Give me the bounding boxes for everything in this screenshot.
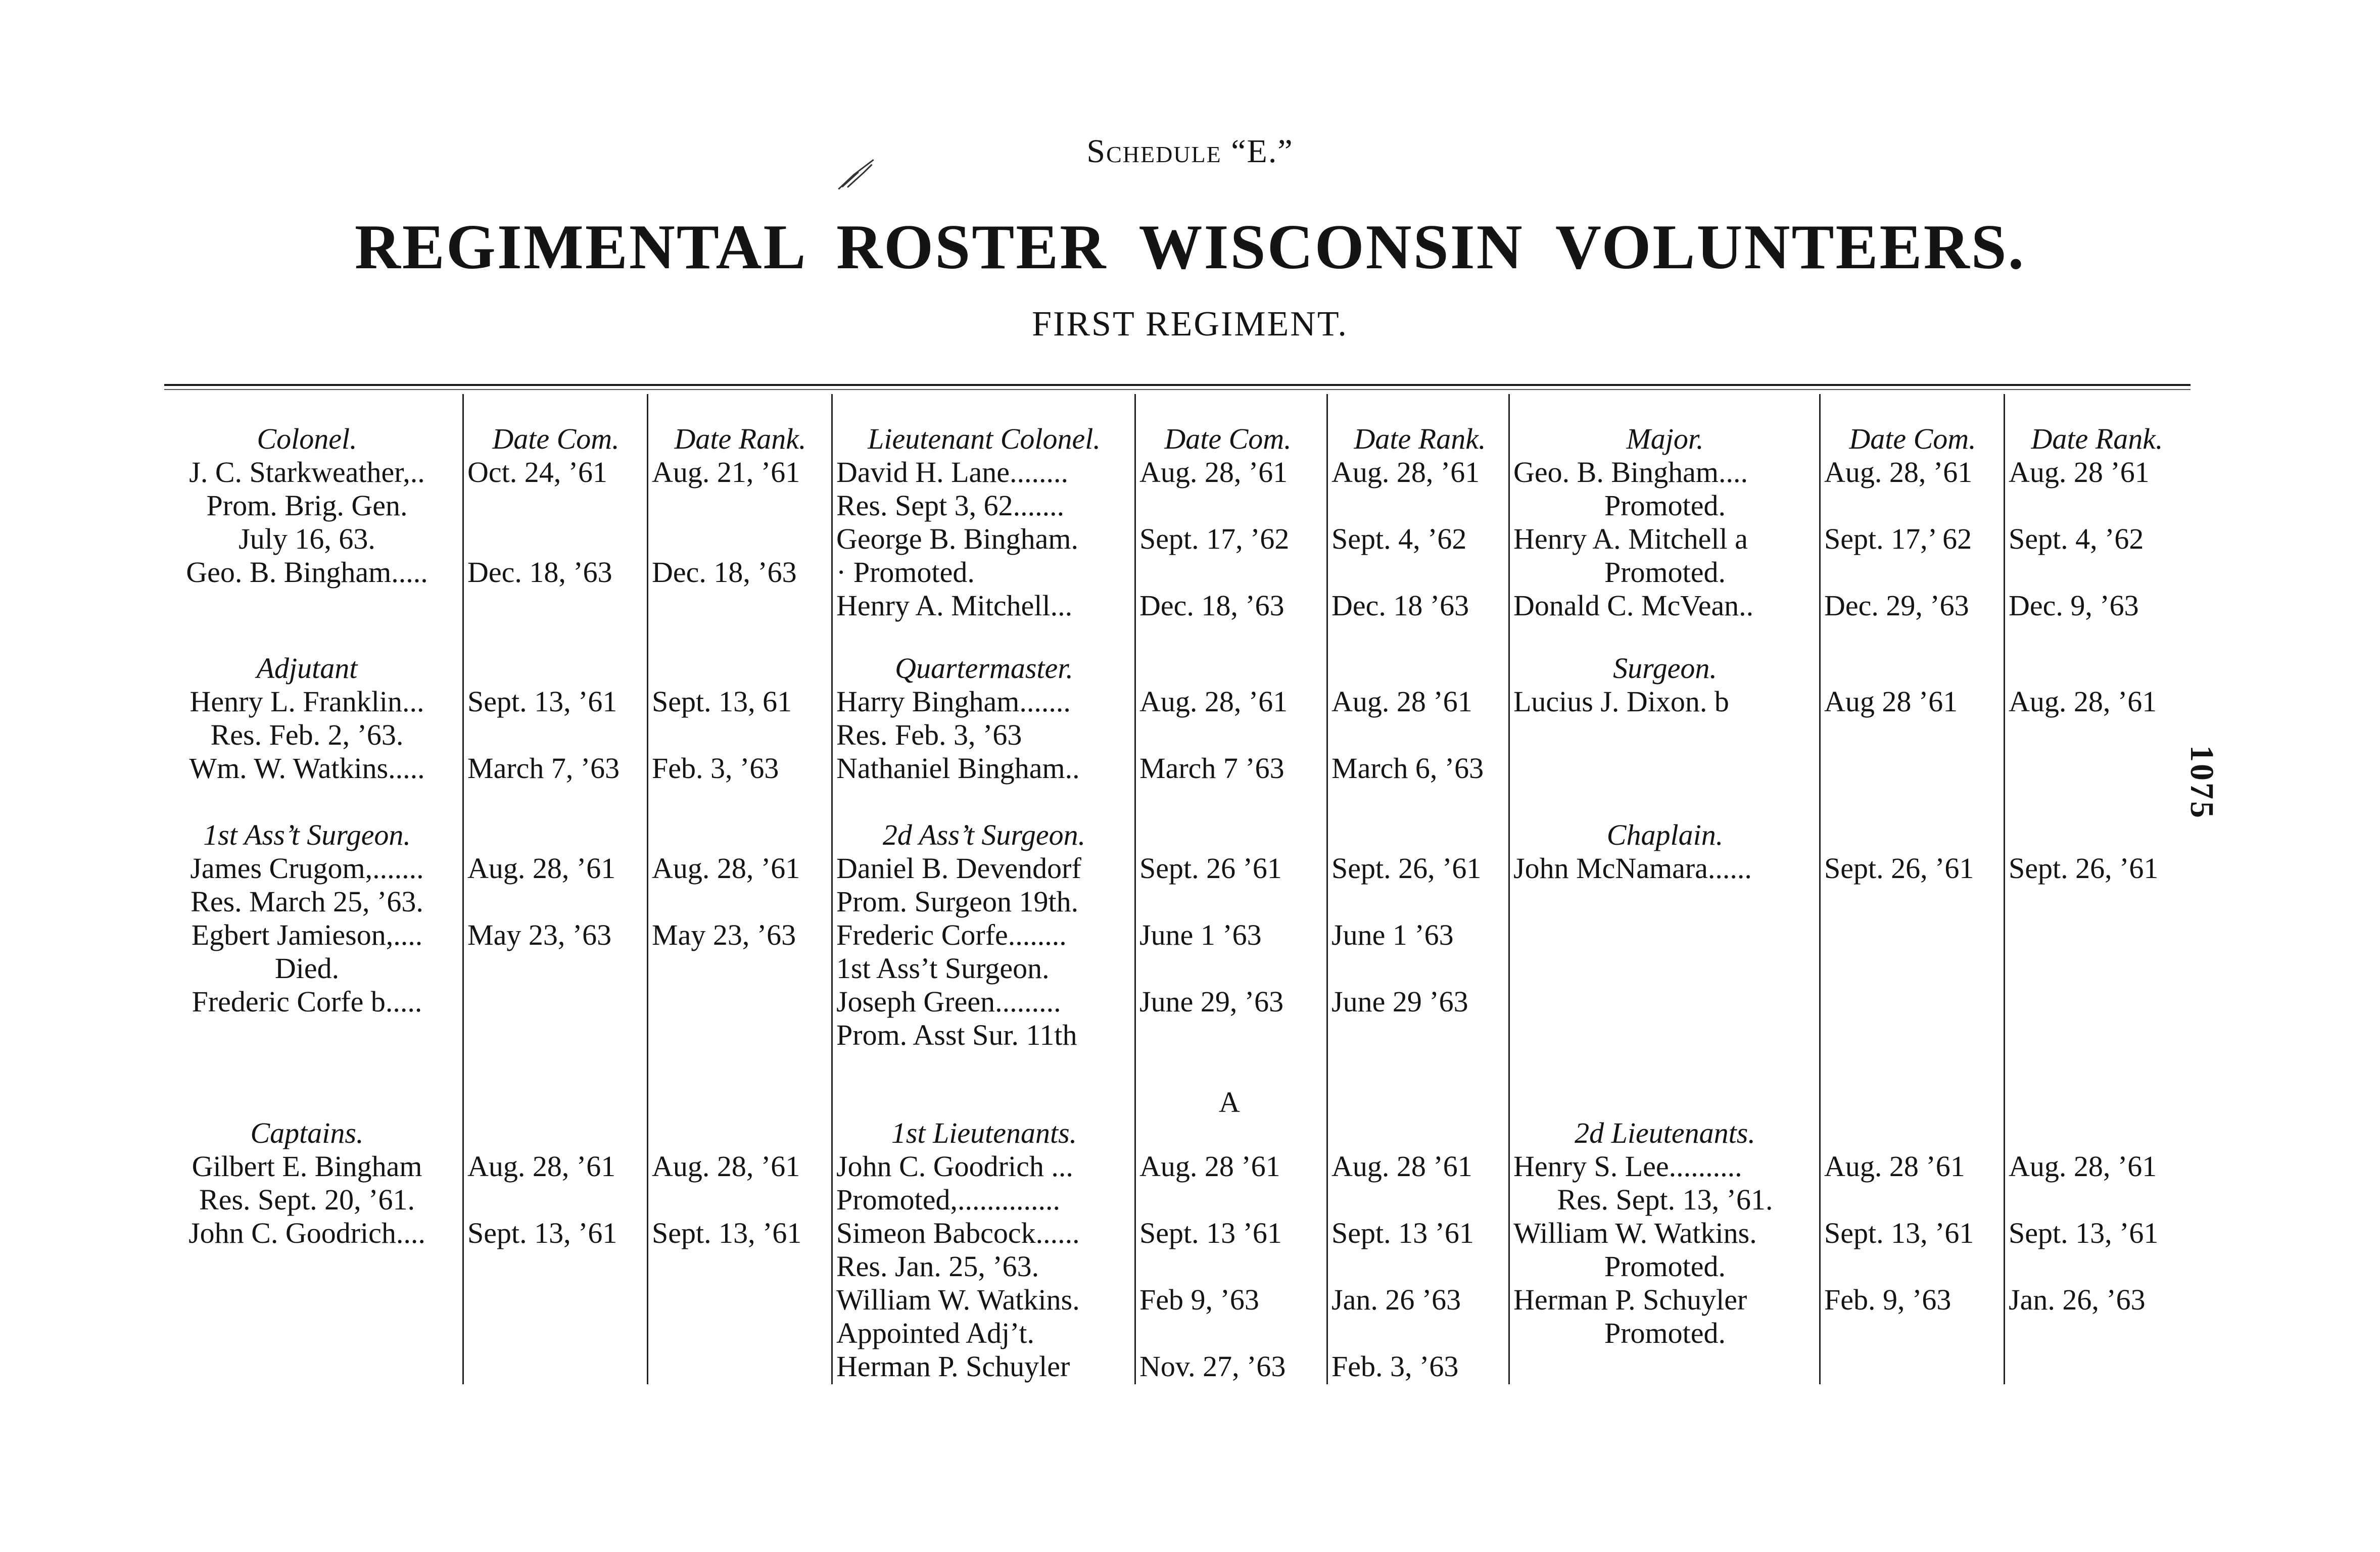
roster-entry: Geo. B. Bingham.... [1513, 456, 1748, 489]
date-of-rank: Dec. 18, ’63 [652, 556, 797, 589]
roster-entry: Nathaniel Bingham.. [836, 752, 1080, 785]
roster-entry: John McNamara...... [1513, 852, 1752, 885]
roster-entry: George B. Bingham. [836, 522, 1078, 555]
roster-entry: William W. Watkins. [1513, 1217, 1757, 1249]
roster-entry: Promoted. [1604, 556, 1726, 589]
section-heading: 1st Ass’t Surgeon. [203, 818, 411, 851]
date-commissioned: June 1 ’63 [1139, 918, 1262, 951]
roster-entry: Prom. Surgeon 19th. [836, 885, 1079, 918]
date-of-rank: Sept. 4, ’62 [1331, 522, 1467, 555]
date-of-rank: March 6, ’63 [1331, 752, 1484, 785]
date-commissioned: Aug. 28 ’61 [1824, 1150, 1965, 1183]
date-of-rank: Aug. 28 ’61 [1331, 1150, 1472, 1183]
date-of-rank: Feb. 3, ’63 [652, 752, 779, 785]
date-commissioned: March 7 ’63 [1139, 752, 1284, 785]
roster-entry: Res. March 25, ’63. [191, 885, 423, 918]
date-commissioned: Sept. 17,’ 62 [1824, 522, 1972, 555]
date-rank-heading: Date Rank. [2031, 422, 2163, 455]
date-commissioned: Aug. 28, ’61 [467, 1150, 616, 1183]
date-commissioned: Dec. 18, ’63 [467, 556, 612, 589]
column-divider [1819, 394, 1821, 1384]
date-commissioned: Sept. 26, ’61 [1824, 852, 1974, 885]
page-number: 1075 [2183, 745, 2220, 820]
roster-entry: Donald C. McVean.. [1513, 589, 1754, 622]
roster-entry: Promoted. [1604, 1250, 1726, 1283]
date-of-rank: Dec. 9, ’63 [2009, 589, 2139, 622]
section-heading: Surgeon. [1613, 652, 1717, 685]
date-com-heading: Date Com. [492, 422, 620, 455]
section-heading: Colonel. [257, 422, 357, 455]
column-divider [831, 394, 833, 1384]
date-of-rank: Sept. 26, ’61 [2009, 852, 2159, 885]
column-divider [1134, 394, 1136, 1384]
date-com-heading: Date Com. [1849, 422, 1976, 455]
column-divider [462, 394, 464, 1384]
date-of-rank: Aug. 28, ’61 [2009, 1150, 2157, 1183]
schedule-letter: “E.” [1231, 133, 1294, 170]
date-commissioned: Aug. 28, ’61 [1139, 456, 1288, 489]
roster-entry: J. C. Starkweather,.. [189, 456, 425, 489]
roster-entry: Prom. Brig. Gen. [206, 489, 408, 522]
roster-entry: Herman P. Schuyler [1513, 1283, 1747, 1316]
date-of-rank: Sept. 4, ’62 [2009, 522, 2144, 555]
roster-entry: William W. Watkins. [836, 1283, 1080, 1316]
date-of-rank: Sept. 13, ’61 [2009, 1217, 2159, 1249]
date-of-rank: Sept. 13 ’61 [1331, 1217, 1474, 1249]
roster-entry: Res. Sept. 20, ’61. [199, 1183, 415, 1216]
date-commissioned: March 7, ’63 [467, 752, 620, 785]
date-commissioned: Sept. 13, ’61 [467, 1217, 617, 1249]
column-divider [1508, 394, 1510, 1384]
roster-entry: Res. Feb. 3, ’63 [836, 718, 1022, 751]
date-commissioned: Nov. 27, ’63 [1139, 1350, 1286, 1383]
roster-entry: Geo. B. Bingham..... [186, 556, 428, 589]
date-of-rank: Aug. 28 ’61 [1331, 685, 1472, 718]
roster-entry: Frederic Corfe b..... [192, 985, 422, 1018]
date-commissioned: Sept. 13, ’61 [467, 685, 617, 718]
roster-entry: Henry A. Mitchell... [836, 589, 1073, 622]
date-commissioned: Dec. 29, ’63 [1824, 589, 1969, 622]
section-heading: Adjutant [256, 652, 358, 685]
date-of-rank: June 1 ’63 [1331, 918, 1454, 951]
roster-entry: 1st Ass’t Surgeon. [836, 952, 1050, 985]
date-commissioned: Sept. 26 ’61 [1139, 852, 1282, 885]
date-commissioned: Feb 9, ’63 [1139, 1283, 1259, 1316]
roster-entry: Promoted. [1604, 489, 1726, 522]
date-commissioned: Aug. 28, ’61 [1139, 685, 1288, 718]
schedule-label [0, 132, 2380, 171]
roster-entry: Herman P. Schuyler [836, 1350, 1070, 1383]
schedule-word: Schedule [1086, 133, 1222, 170]
roster-entry: Egbert Jamieson,.... [191, 918, 423, 951]
roster-entry: Daniel B. Devendorf [836, 852, 1081, 885]
roster-entry: Henry A. Mitchell a [1513, 522, 1748, 555]
date-commissioned: Feb. 9, ’63 [1824, 1283, 1951, 1316]
date-of-rank: May 23, ’63 [652, 918, 796, 951]
date-commissioned: June 29, ’63 [1139, 985, 1284, 1018]
roster-entry: Harry Bingham....... [836, 685, 1071, 718]
regiment-subtitle: FIRST REGIMENT. [1032, 305, 1348, 344]
roster-entry: Died. [274, 952, 340, 985]
date-rank-heading: Date Rank. [1354, 422, 1486, 455]
date-of-rank: June 29 ’63 [1331, 985, 1468, 1018]
date-commissioned: Aug. 28 ’61 [1139, 1150, 1280, 1183]
roster-entry: Promoted. [1604, 1317, 1726, 1349]
section-heading: 1st Lieutenants. [891, 1117, 1077, 1149]
roster-entry: Prom. Asst Sur. 11th [836, 1019, 1077, 1051]
company-letter: A [1219, 1086, 1240, 1119]
roster-entry: Wm. W. Watkins..... [189, 752, 425, 785]
roster-entry: Henry L. Franklin... [189, 685, 424, 718]
date-of-rank: Aug. 28 ’61 [2009, 456, 2150, 489]
date-of-rank: Jan. 26, ’63 [2009, 1283, 2146, 1316]
roster-entry: July 16, 63. [239, 522, 375, 555]
roster-entry: Frederic Corfe........ [836, 918, 1067, 951]
date-commissioned: Oct. 24, ’61 [467, 456, 608, 489]
date-commissioned: Aug 28 ’61 [1824, 685, 1958, 718]
date-commissioned: Sept. 17, ’62 [1139, 522, 1290, 555]
date-of-rank: Feb. 3, ’63 [1331, 1350, 1459, 1383]
date-of-rank: Sept. 13, ’61 [652, 1217, 802, 1249]
date-commissioned: Aug. 28, ’61 [1824, 456, 1973, 489]
date-of-rank: Aug. 28, ’61 [652, 852, 800, 885]
roster-entry: Promoted,.............. [836, 1183, 1061, 1216]
roster-entry: · Promoted. [836, 556, 975, 589]
roster-entry: David H. Lane........ [836, 456, 1069, 489]
page-title: REGIMENTAL ROSTER WISCONSIN VOLUNTEERS. [354, 212, 2026, 282]
date-commissioned: Aug. 28, ’61 [467, 852, 616, 885]
roster-entry: Gilbert E. Bingham [192, 1150, 422, 1183]
roster-entry: Simeon Babcock...... [836, 1217, 1080, 1249]
column-divider [1326, 394, 1328, 1384]
roster-entry: John C. Goodrich ... [836, 1150, 1073, 1183]
roster-entry: Appointed Adj’t. [836, 1317, 1035, 1349]
roster-entry: Res. Jan. 25, ’63. [836, 1250, 1039, 1283]
roster-entry: John C. Goodrich.... [188, 1217, 425, 1249]
column-divider [2004, 394, 2005, 1384]
date-of-rank: Aug. 28, ’61 [652, 1150, 800, 1183]
date-commissioned: Sept. 13 ’61 [1139, 1217, 1282, 1249]
roster-entry: Henry S. Lee.......... [1513, 1150, 1742, 1183]
roster-entry: Res. Feb. 2, ’63. [210, 718, 404, 751]
date-of-rank: Sept. 26, ’61 [1331, 852, 1482, 885]
date-com-heading: Date Com. [1164, 422, 1292, 455]
section-heading: Quartermaster. [895, 652, 1073, 685]
table-top-rule [164, 384, 2191, 386]
date-commissioned: May 23, ’63 [467, 918, 612, 951]
date-of-rank: Dec. 18 ’63 [1331, 589, 1469, 622]
column-divider [647, 394, 648, 1384]
date-of-rank: Aug. 28, ’61 [2009, 685, 2157, 718]
date-of-rank: Aug. 21, ’61 [652, 456, 800, 489]
section-heading: Lieutenant Colonel. [868, 422, 1101, 455]
date-commissioned: Dec. 18, ’63 [1139, 589, 1284, 622]
date-of-rank: Sept. 13, 61 [652, 685, 792, 718]
roster-entry: Res. Sept 3, 62....... [836, 489, 1065, 522]
roster-entry: Joseph Green......... [836, 985, 1061, 1018]
section-heading: 2d Lieutenants. [1575, 1117, 1755, 1149]
date-rank-heading: Date Rank. [674, 422, 806, 455]
date-of-rank: Aug. 28, ’61 [1331, 456, 1480, 489]
roster-entry: Res. Sept. 13, ’61. [1557, 1183, 1773, 1216]
roster-entry: James Crugom,....... [190, 852, 424, 885]
date-commissioned: Sept. 13, ’61 [1824, 1217, 1974, 1249]
section-heading: Chaplain. [1606, 818, 1724, 851]
roster-entry: Lucius J. Dixon. b [1513, 685, 1729, 718]
table-top-rule-thin [164, 389, 2191, 390]
date-of-rank: Jan. 26 ’63 [1331, 1283, 1461, 1316]
section-heading: 2d Ass’t Surgeon. [882, 818, 1086, 851]
section-heading: Captains. [250, 1117, 364, 1149]
section-heading: Major. [1626, 422, 1704, 455]
